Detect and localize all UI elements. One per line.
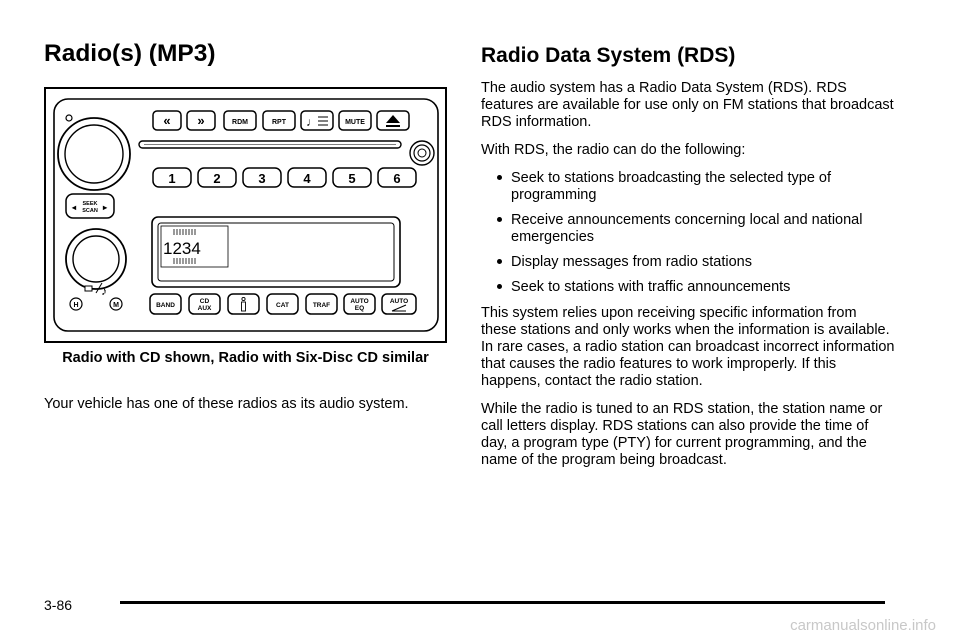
svg-text:AUTO: AUTO — [350, 298, 369, 305]
forward-button[interactable] — [187, 111, 215, 130]
cd-aux-button[interactable] — [189, 294, 220, 314]
rds-capabilities-lead: With RDS, the radio can do the following: — [481, 142, 746, 158]
rds-intro-paragraph: The audio system has a Radio Data System (RDS). RDS features are available for use only on FM stations that broadcast RDS information. — [481, 80, 894, 130]
band-button[interactable] — [150, 294, 181, 314]
volume-knob[interactable] — [58, 118, 130, 190]
preset-button-5[interactable] — [333, 168, 371, 187]
rds-reliability-paragraph: This system relies upon receiving specific information from these stations and only works when the information is available. In rare cases, a radio station can broadcast incorrect information that causes the radio features to work improperly. If this happens, contact the radio station. — [481, 305, 895, 389]
svg-text:6: 6 — [393, 171, 401, 186]
preset-button-6[interactable] — [378, 168, 416, 187]
radio-section-title: Radio(s) (MP3) — [44, 40, 216, 67]
svg-text:3: 3 — [258, 171, 266, 186]
svg-text:SEEK: SEEK — [82, 201, 98, 207]
radio-illustration — [44, 87, 447, 343]
seek-back-icon: ◂ — [72, 203, 77, 212]
preset-button-4[interactable] — [288, 168, 326, 187]
fast-forward-icon: » — [197, 113, 205, 128]
svg-text:MUTE: MUTE — [345, 119, 365, 126]
tone-knob[interactable] — [66, 229, 126, 289]
preset-button-3[interactable] — [243, 168, 281, 187]
hour-button[interactable] — [70, 298, 82, 310]
svg-text:CD: CD — [199, 298, 210, 305]
svg-text:5: 5 — [348, 171, 356, 186]
list-item: Seek to stations broadcasting the selected type of programming — [481, 170, 896, 204]
seek-forward-icon: ▸ — [103, 203, 108, 212]
mute-button[interactable] — [339, 111, 371, 130]
rds-feature-list — [481, 170, 896, 296]
auto-eq-button[interactable] — [344, 294, 375, 314]
cd-slot — [139, 141, 401, 148]
rewind-icon: « — [163, 113, 171, 128]
radio-display — [152, 217, 400, 287]
info-button[interactable] — [301, 111, 333, 130]
list-item: Display messages from radio stations — [481, 254, 896, 271]
preset-button-1[interactable] — [153, 168, 191, 187]
info-display-button[interactable] — [228, 294, 259, 314]
page-number: 3-86 — [44, 597, 73, 613]
rds-body — [481, 80, 896, 480]
info-icon — [242, 297, 246, 311]
left-paragraph: Your vehicle has one of these radios as its audio system. — [44, 396, 409, 412]
seek-scan-button[interactable] — [66, 194, 114, 218]
svg-text:AUTO: AUTO — [389, 298, 409, 305]
rewind-button[interactable] — [153, 111, 181, 130]
music-note-icon: ♩ — [306, 115, 318, 129]
traf-button[interactable] — [306, 294, 337, 314]
svg-text:H: H — [73, 302, 79, 309]
svg-text:BAND: BAND — [156, 302, 175, 309]
svg-text:RDM: RDM — [232, 119, 248, 126]
minute-button[interactable] — [110, 298, 122, 310]
footer-divider — [120, 601, 885, 604]
rds-section-title: Radio Data System (RDS) — [481, 44, 736, 67]
list-item: Seek to stations with traffic announcements — [481, 279, 896, 296]
svg-text:SCAN: SCAN — [82, 208, 98, 214]
rpt-button[interactable] — [263, 111, 295, 130]
svg-text:1: 1 — [168, 171, 176, 186]
figure-caption: Radio with CD shown, Radio with Six-Disc CD similar — [62, 350, 429, 366]
svg-text:♪: ♪ — [101, 284, 107, 298]
preset-button-2[interactable] — [198, 168, 236, 187]
svg-text:RPT: RPT — [272, 119, 286, 126]
svg-text:4: 4 — [303, 171, 311, 186]
svg-text:TRAF: TRAF — [312, 302, 331, 309]
list-item: Receive announcements concerning local and national emergencies — [481, 212, 896, 246]
eject-button[interactable] — [377, 111, 409, 130]
cat-button[interactable] — [267, 294, 298, 314]
svg-text:2: 2 — [213, 171, 221, 186]
svg-text:CAT: CAT — [276, 302, 289, 309]
svg-text:EQ: EQ — [354, 305, 365, 312]
svg-text:AUX: AUX — [197, 305, 212, 312]
auto-tone-button[interactable] — [382, 294, 416, 314]
rds-station-info-paragraph: While the radio is tuned to an RDS station, the station name or call letters display. RDS stations can also provide the time of day, a program type (PTY) for current programming, and the name of the program being broadcast. — [481, 401, 883, 468]
rdm-button[interactable] — [224, 111, 256, 130]
svg-text:1234: 1234 — [163, 239, 201, 258]
svg-text:M: M — [113, 302, 119, 309]
watermark: carmanualsonline.info — [790, 617, 936, 634]
tune-knob[interactable] — [410, 141, 434, 165]
